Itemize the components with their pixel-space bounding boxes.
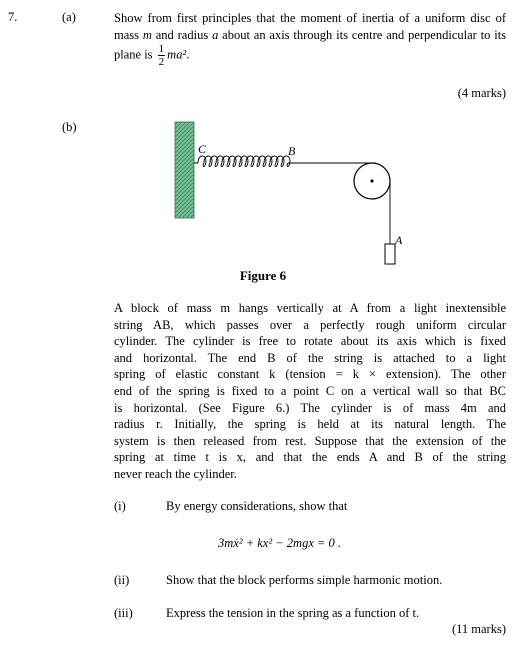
- spring-icon: [194, 156, 292, 167]
- part-a-text: [114, 10, 506, 68]
- label-b: B: [288, 144, 296, 158]
- subpart-ii-text: Show that the block performs simple harmonic motion.: [166, 573, 443, 587]
- part-a-end: .: [186, 47, 190, 62]
- part-a-text-2: and radius: [155, 27, 209, 42]
- question-number: 7.: [8, 10, 18, 24]
- paragraph-line: and horizontal. The end B of the string is attached to a light: [114, 350, 506, 365]
- cylinder-axis: [370, 179, 373, 182]
- part-a-text-3: about an axis through its centre and perpendicular to its plane is: [114, 27, 507, 62]
- paragraph-line: radius r. Initially, the spring is held at its natural length. The: [114, 417, 506, 432]
- paragraph-line: end of the spring is fixed to a point C on a vertical wall so that BC: [114, 383, 506, 398]
- figure-6-diagram: [170, 118, 410, 268]
- paragraph-line: never reach the cylinder.: [114, 466, 237, 481]
- figure-6: [170, 118, 410, 268]
- paragraph-line: spring at time t is x, and that the ends A and B of the string: [114, 450, 506, 465]
- paragraph-line: is horizontal. (See Figure 6.) The cylinder is of mass 4m and: [114, 400, 506, 415]
- label-a: A: [395, 233, 403, 247]
- label-c: C: [198, 142, 207, 156]
- paragraph-line: string AB, which passes over a perfectly rough uniform circular: [114, 317, 506, 332]
- paragraph-line: cylinder. The cylinder is free to rotate about its axis which is fixed: [114, 334, 506, 349]
- paragraph-line: spring of elastic constant k (tension = k × extension). The other: [114, 367, 506, 382]
- fraction-half: [158, 43, 166, 68]
- part-a-marks: (4 marks): [457, 86, 506, 100]
- expression-ma2: ma²: [167, 47, 187, 62]
- subpart-i-number: (i): [114, 499, 126, 513]
- paragraph-line: A block of mass m hangs vertically at A from a light inextensible: [114, 301, 506, 315]
- part-a-label: (a): [62, 10, 76, 24]
- part-b-paragraph: [114, 300, 506, 483]
- part-b-marks: (11 marks): [451, 622, 506, 636]
- subpart-iii-number: (iii): [114, 606, 133, 620]
- equation: 3mẋ² + kx² − 2mgx = 0 .: [218, 536, 342, 550]
- fraction-denominator: 2: [158, 56, 165, 68]
- wall: [175, 122, 194, 218]
- part-a-text-1: Show from first principles that the moment of inertia of a uniform disc of mass: [114, 11, 506, 42]
- symbol-a: a: [212, 27, 219, 42]
- figure-caption: Figure 6: [239, 268, 287, 283]
- paragraph-line: system is then released from rest. Suppose that the extension of the: [114, 433, 506, 448]
- part-b-label: (b): [62, 120, 77, 134]
- fraction-numerator: 1: [158, 43, 165, 55]
- symbol-m: m: [142, 27, 152, 42]
- subpart-i-text: By energy considerations, show that: [166, 499, 348, 513]
- subpart-ii-number: (ii): [114, 573, 130, 587]
- subpart-iii-text: Express the tension in the spring as a function of t.: [166, 606, 420, 620]
- block: [385, 244, 395, 264]
